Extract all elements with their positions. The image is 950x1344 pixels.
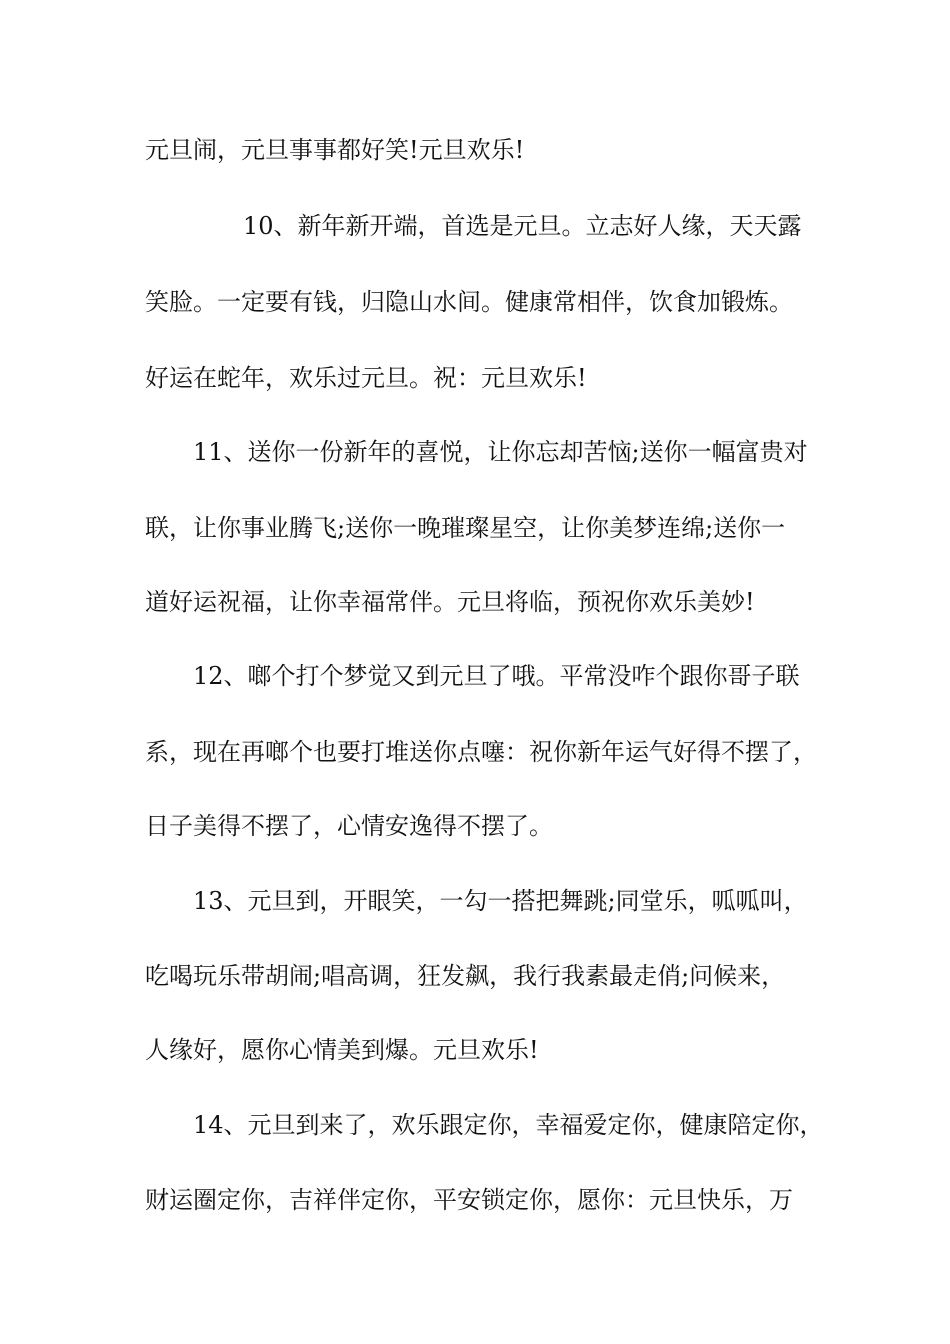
text-line: 10、新年新开端，首选是元旦。立志好人缘，天天露	[243, 212, 802, 240]
text-line: 好运在蛇年，欢乐过元旦。祝：元旦欢乐!	[145, 364, 587, 392]
text-line: 14、元旦到来了，欢乐跟定你，幸福爱定你，健康陪定你，	[193, 1111, 824, 1139]
text-line: 日子美得不摆了，心情安逸得不摆了。	[145, 812, 553, 840]
text-line: 笑脸。一定要有钱，归隐山水间。健康常相伴，饮食加锻炼。	[145, 288, 793, 316]
text-line: 12、啷个打个梦觉又到元旦了哦。平常没咋个跟你哥子联	[193, 662, 800, 690]
text-line: 财运圈定你，吉祥伴定你，平安锁定你，愿你：元旦快乐，万	[145, 1186, 793, 1214]
text-line: 吃喝玩乐带胡闹;唱高调，狂发飙，我行我素最走俏;问候来，	[145, 962, 786, 990]
text-line: 13、元旦到，开眼笑，一勾一搭把舞跳;同堂乐，呱呱叫，	[193, 887, 808, 915]
text-line: 11、送你一份新年的喜悦，让你忘却苦恼;送你一幅富贵对	[193, 438, 808, 466]
text-line: 道好运祝福，让你幸福常伴。元旦将临，预祝你欢乐美妙!	[145, 588, 755, 616]
text-line: 人缘好，愿你心情美到爆。元旦欢乐!	[145, 1036, 539, 1064]
text-line: 元旦闹，元旦事事都好笑!元旦欢乐!	[145, 136, 525, 164]
text-line: 联，让你事业腾飞;送你一晚璀璨星空，让你美梦连绵;送你一	[145, 514, 786, 542]
text-line: 系，现在再啷个也要打堆送你点噻：祝你新年运气好得不摆了，	[145, 738, 817, 766]
